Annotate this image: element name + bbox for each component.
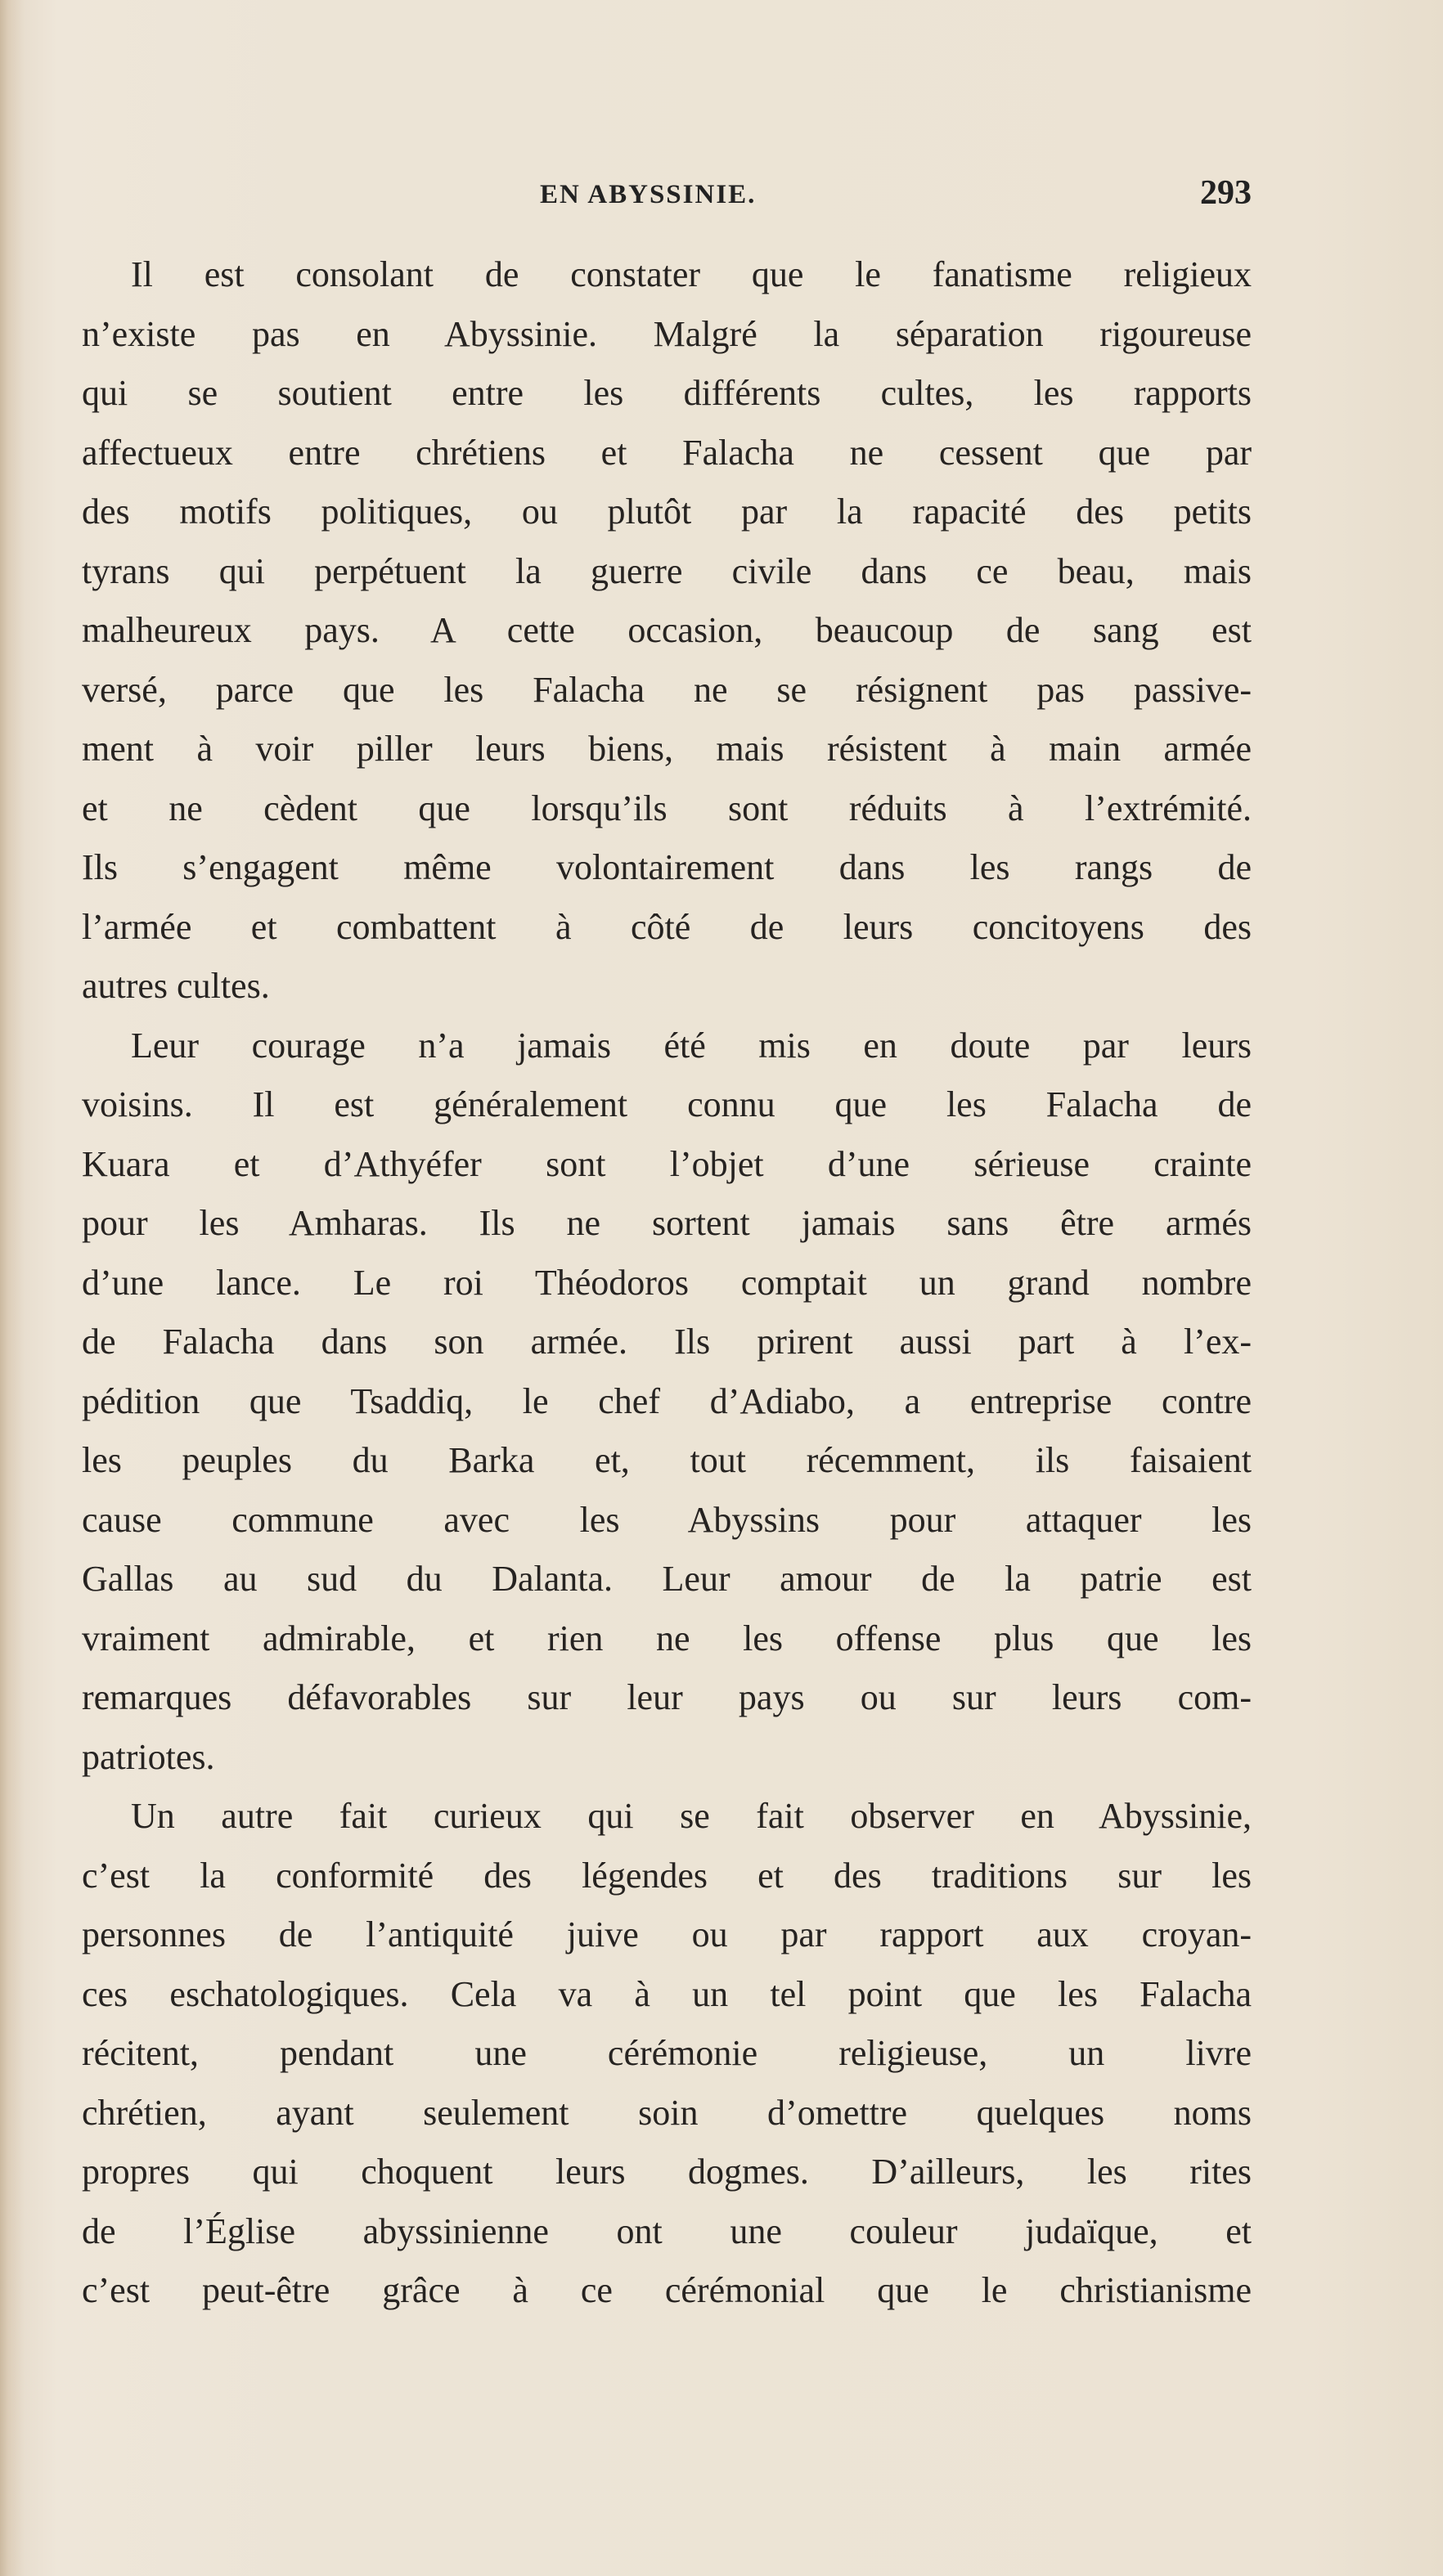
text-line: ment à voir piller leurs biens, mais résistent à main armée bbox=[82, 729, 1252, 769]
text-line: tyrans qui perpétuent la guerre civile dans ce beau, mais bbox=[82, 550, 1252, 591]
running-head: EN ABYSSINIE. bbox=[540, 180, 757, 209]
text-line: c’est peut-être grâce à ce cérémonial que le christianisme bbox=[82, 2270, 1252, 2310]
text-line: c’est la conformité des légendes et des traditions sur les bbox=[82, 1855, 1252, 1896]
page-number: 293 bbox=[1200, 174, 1252, 212]
text-line: et ne cèdent que lorsqu’ils sont réduits à l’extrémité. bbox=[82, 788, 1252, 828]
text-line: chrétien, ayant seulement soin d’omettre quelques noms bbox=[82, 2092, 1252, 2133]
text-line: Ils s’engagent même volontairement dans les rangs de bbox=[82, 847, 1252, 887]
text-line: vraiment admirable, et rien ne les offense plus que les bbox=[82, 1618, 1252, 1658]
text-line: de Falacha dans son armée. Ils prirent aussi part à l’ex- bbox=[82, 1322, 1252, 1362]
text-line: propres qui choquent leurs dogmes. D’ailleurs, les rites bbox=[82, 2152, 1252, 2192]
text-line: n’existe pas en Abyssinie. Malgré la séparation rigoureuse bbox=[82, 313, 1252, 354]
text-line: récitent, pendant une cérémonie religieuse, un livre bbox=[82, 2033, 1252, 2073]
text-line: versé, parce que les Falacha ne se résignent pas passive- bbox=[82, 669, 1252, 710]
text-line: qui se soutient entre les différents cultes, les rapports bbox=[82, 373, 1252, 413]
text-line: Leur courage n’a jamais été mis en doute par leurs bbox=[131, 1025, 1252, 1066]
text-line: Un autre fait curieux qui se fait observer en Abyssinie, bbox=[131, 1796, 1252, 1836]
body-text bbox=[82, 245, 1252, 2321]
text-line: des motifs politiques, ou plutôt par la rapacité des petits bbox=[82, 491, 1252, 532]
text-line: affectueux entre chrétiens et Falacha ne cessent que par bbox=[82, 432, 1252, 473]
text-line: l’armée et combattent à côté de leurs concitoyens des bbox=[82, 906, 1252, 947]
text-line: remarques défavorables sur leur pays ou sur leurs com- bbox=[82, 1677, 1252, 1717]
text-line: autres cultes. bbox=[82, 966, 270, 1006]
text-line: pédition que Tsaddiq, le chef d’Adiabo, a entreprise contre bbox=[82, 1380, 1252, 1421]
text-line: pour les Amharas. Ils ne sortent jamais sans être armés bbox=[82, 1203, 1252, 1243]
text-line: Il est consolant de constater que le fanatisme religieux bbox=[131, 254, 1252, 294]
text-line: personnes de l’antiquité juive ou par rapport aux croyan- bbox=[82, 1914, 1252, 1954]
text-line: d’une lance. Le roi Théodoros comptait un grand nombre bbox=[82, 1262, 1252, 1303]
text-line: les peuples du Barka et, tout récemment, ils faisaient bbox=[82, 1440, 1252, 1480]
page-header bbox=[82, 173, 1252, 222]
text-line: Kuara et d’Athyéfer sont l’objet d’une sérieuse crainte bbox=[82, 1143, 1252, 1184]
text-line: malheureux pays. A cette occasion, beaucoup de sang est bbox=[82, 610, 1252, 650]
text-line: ces eschatologiques. Cela va à un tel point que les Falacha bbox=[82, 1973, 1252, 2014]
text-line: Gallas au sud du Dalanta. Leur amour de la patrie est bbox=[82, 1559, 1252, 1599]
text-line: patriotes. bbox=[82, 1736, 215, 1777]
text-line: voisins. Il est généralement connu que les Falacha de bbox=[82, 1084, 1252, 1124]
text-line: de l’Église abyssinienne ont une couleur judaïque, et bbox=[82, 2210, 1252, 2251]
text-line: cause commune avec les Abyssins pour attaquer les bbox=[82, 1499, 1252, 1540]
